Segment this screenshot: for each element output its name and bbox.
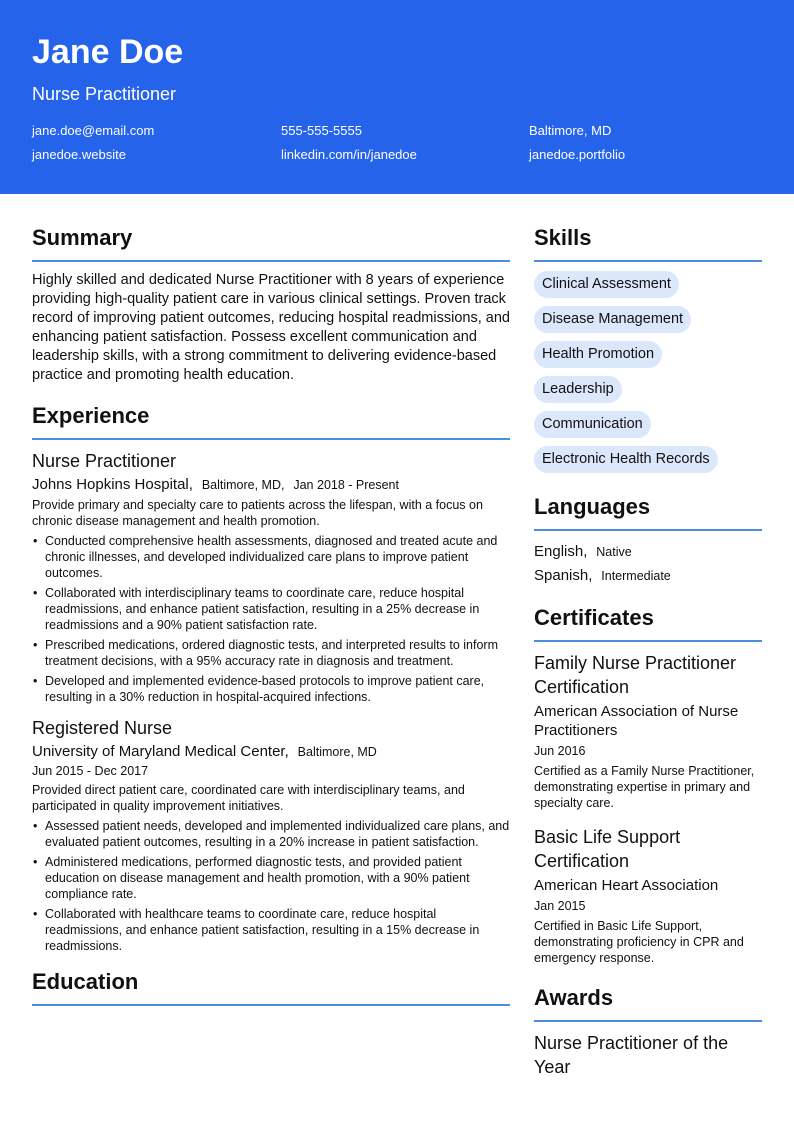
certificate-entry [534, 825, 762, 966]
summary-section [32, 224, 510, 385]
candidate-name: Jane Doe [32, 33, 184, 71]
job-entry [32, 450, 510, 705]
job-bullet: • Administered medications, performed diagnostic tests, and provided patient education on disease management and health promotion, with a 90% patient compliance rate. [32, 854, 510, 902]
job-title: Nurse Practitioner [32, 451, 177, 471]
job-bullet: • Developed and implemented evidence-based protocols to improve patient care, resulting in a 30% reduction in hospital-acquired infections. [32, 673, 510, 705]
language-name: Spanish, [534, 567, 593, 584]
language-item [534, 564, 762, 588]
skill-chip: Electronic Health Records [534, 446, 718, 473]
section-heading: Awards [534, 985, 614, 1010]
certificate-org: American Association of Nurse Practitioners [534, 703, 739, 739]
certificate-description: Certified in Basic Life Support, demonstrating proficiency in CPR and emergency response. [534, 919, 744, 965]
certificates-section [534, 604, 762, 966]
job-bullets [32, 818, 510, 954]
skills-section [534, 224, 762, 477]
job-description: Provided direct patient care, coordinated care with interdisciplinary teams, and participated in quality improvement initiatives. [32, 783, 465, 813]
sidebar-column [534, 224, 762, 1079]
section-divider [534, 640, 762, 642]
job-description: Provide primary and specialty care to patients across the lifespan, with a focus on chronic disease management and health promotion. [32, 498, 483, 528]
job-org: Johns Hopkins Hospital, [32, 476, 193, 493]
job-bullet: • Prescribed medications, ordered diagnostic tests, and interpreted results to inform treatment decisions, with a 95% accuracy rate in diagnosis and treatment. [32, 637, 510, 669]
award-title: Nurse Practitioner of the Year [534, 1033, 729, 1077]
summary-text: Highly skilled and dedicated Nurse Practitioner with 8 years of experience providing high-quality patient care in various clinical settings. Proven track record of improving patient outcomes, reducing hospital readmissions, and enhancing patient satisfaction. Possess excellent communication and leadership skills, with a strong commitment to delivering evidence-based practice and promoting health education. [32, 272, 510, 383]
contact-linkedin[interactable]: linkedin.com/in/janedoe [281, 147, 417, 162]
skill-chip: Clinical Assessment [534, 271, 679, 298]
language-level: Intermediate [601, 569, 671, 583]
job-dates: Jan 2018 - Present [293, 478, 399, 492]
section-heading: Education [32, 969, 139, 994]
job-bullet: • Collaborated with interdisciplinary teams to coordinate care, reduce hospital readmissions, and enhance patient satisfaction, resulting in a 25% decrease in readmissions and a 90% patient satisfaction rate. [32, 585, 510, 633]
language-name: English, [534, 543, 588, 560]
resume-header [0, 0, 794, 194]
skill-chip: Health Promotion [534, 341, 662, 368]
section-divider [534, 1020, 762, 1022]
contact-email[interactable]: jane.doe@email.com [32, 123, 155, 138]
job-bullets [32, 533, 510, 705]
job-bullet: • Conducted comprehensive health assessments, diagnosed and treated acute and chronic illnesses, and developed individualized care plans to improve patient outcomes. [32, 533, 510, 581]
section-heading: Languages [534, 494, 651, 519]
section-divider [32, 438, 510, 440]
certificate-description: Certified as a Family Nurse Practitioner, demonstrating expertise in primary and specialty care. [534, 764, 755, 810]
job-location: Baltimore, MD, [201, 478, 285, 492]
skill-chip: Communication [534, 411, 651, 438]
skill-chip: Leadership [534, 376, 622, 403]
languages-section [534, 493, 762, 588]
language-level: Native [596, 545, 632, 559]
candidate-title: Nurse Practitioner [32, 84, 177, 104]
job-meta [32, 742, 510, 762]
job-meta [32, 475, 510, 495]
awards-section [534, 984, 762, 1079]
language-item [534, 540, 762, 564]
certificate-title: Basic Life Support Certification [534, 827, 681, 871]
section-heading: Experience [32, 403, 150, 428]
section-heading: Summary [32, 225, 133, 250]
certificate-title: Family Nurse Practitioner Certification [534, 653, 737, 697]
certificate-date: Jan 2015 [534, 899, 586, 913]
section-heading: Certificates [534, 605, 654, 630]
job-bullet: • Collaborated with healthcare teams to coordinate care, reduce hospital readmissions, and enhance patient satisfaction, resulting in a 15% decrease in readmissions. [32, 906, 510, 954]
experience-section [32, 402, 510, 954]
job-location: Baltimore, MD [297, 745, 377, 759]
job-title: Registered Nurse [32, 718, 173, 738]
main-column [32, 224, 510, 1015]
section-divider [32, 1004, 510, 1006]
job-entry [32, 717, 510, 954]
contact-location: Baltimore, MD [529, 123, 612, 138]
job-bullet: • Assessed patient needs, developed and implemented individualized care plans, and evaluated patient outcomes, resulting in a 20% increase in patient satisfaction. [32, 818, 510, 850]
contact-phone[interactable]: 555-555-5555 [281, 123, 362, 138]
skills-list [534, 271, 762, 477]
skill-chip: Disease Management [534, 306, 691, 333]
certificate-entry [534, 651, 762, 811]
job-dates: Jun 2015 - Dec 2017 [32, 764, 149, 778]
job-org: University of Maryland Medical Center, [32, 743, 289, 760]
contact-portfolio[interactable]: janedoe.portfolio [529, 147, 626, 162]
section-divider [534, 529, 762, 531]
certificate-org: American Heart Association [534, 877, 719, 894]
section-heading: Skills [534, 225, 592, 250]
section-divider [534, 260, 762, 262]
section-divider [32, 260, 510, 262]
contact-website[interactable]: janedoe.website [32, 147, 126, 162]
education-section [32, 968, 510, 1006]
certificate-date: Jun 2016 [534, 744, 586, 758]
